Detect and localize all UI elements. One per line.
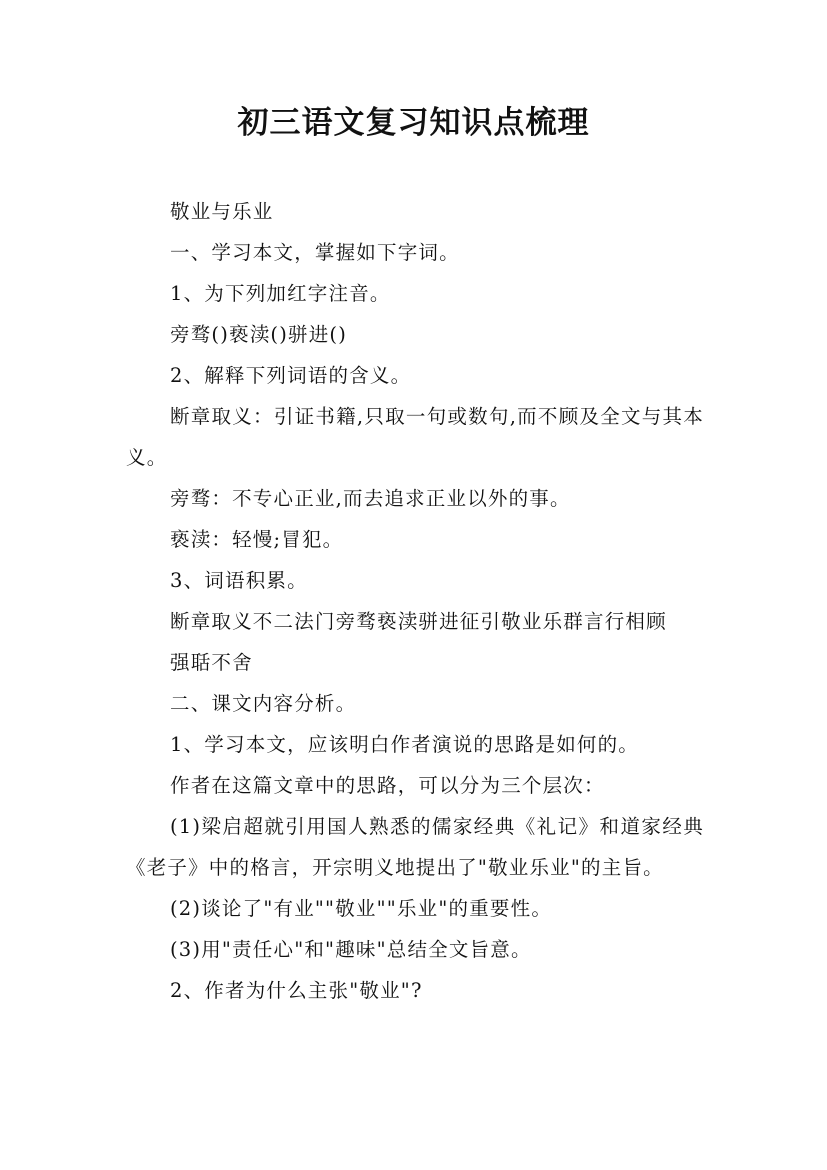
paragraph-level-1: (1)梁启超就引用国人熟悉的儒家经典《礼记》和道家经典《老子》中的格言，开宗明义地提出了"敬业乐业"的主旨。 xyxy=(126,815,704,879)
paragraph-definition-pangwu: 旁骛：不专心正业,而去追求正业以外的事。 xyxy=(170,487,571,510)
paragraph-vocabulary-list: 断章取义不二法门旁骛亵渎骈进征引敬业乐群言行相顾 xyxy=(170,610,667,633)
paragraph-item-3: 3、词语积累。 xyxy=(170,569,308,592)
paragraph-lesson-title: 敬业与乐业 xyxy=(170,200,274,223)
paragraph-pinyin-blanks: 旁骛()亵渎()骈进() xyxy=(170,323,348,346)
paragraph-item-1: 1、为下列加红字注音。 xyxy=(170,282,391,305)
paragraph-definition-xiedu: 亵渎：轻慢;冒犯。 xyxy=(170,528,344,551)
paragraph-item-2: 2、解释下列词语的含义。 xyxy=(170,364,412,387)
paragraph-analysis-2: 2、作者为什么主张"敬业"? xyxy=(170,979,423,1002)
paragraph-analysis-1: 1、学习本文，应该明白作者演说的思路是如何的。 xyxy=(170,733,640,756)
paragraph-level-2: (2)谈论了"有业""敬业""乐业"的重要性。 xyxy=(170,897,553,920)
document-title: 初三语文复习知识点梳理 xyxy=(237,105,590,141)
paragraph-section-two: 二、课文内容分析。 xyxy=(170,692,357,715)
paragraph-vocabulary-extra: 强聒不舍 xyxy=(170,651,253,674)
paragraph-level-3: (3)用"责任心"和"趣味"总结全文旨意。 xyxy=(170,938,532,961)
document-body xyxy=(126,191,704,1011)
paragraph-section-one: 一、学习本文，掌握如下字词。 xyxy=(170,241,460,264)
paragraph-analysis-intro: 作者在这篇文章中的思路，可以分为三个层次： xyxy=(170,774,605,797)
paragraph-definition-duanzhang: 断章取义：引证书籍,只取一句或数句,而不顾及全文与其本义。 xyxy=(126,405,704,469)
